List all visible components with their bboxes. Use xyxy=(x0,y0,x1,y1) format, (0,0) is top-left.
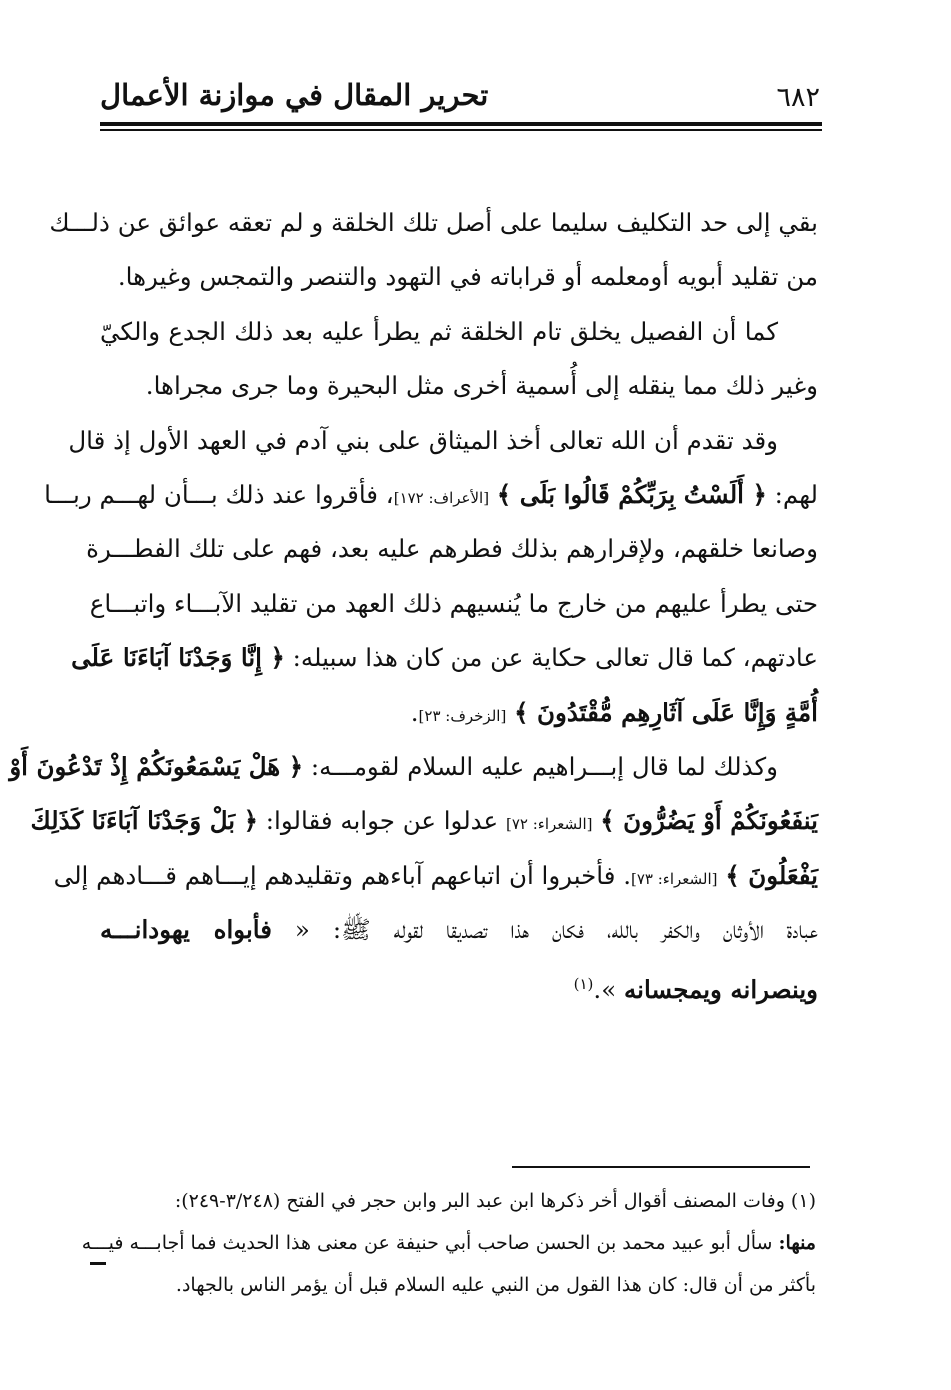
header-rule-thin xyxy=(100,129,822,131)
footnote-marker[interactable]: (١) xyxy=(573,975,594,994)
quran-verse: ﴿ بَلْ وَجَدْنَا آبَاءَنَا كَذَلِكَ xyxy=(30,806,258,836)
page-number: ٦٨٢ xyxy=(776,82,820,113)
quran-verse: ﴿ أَلَسْتُ بِرَبِّكُمْ قَالُوا بَلَى ﴾ xyxy=(496,479,767,509)
text-segment: عادتهم، كما قال تعالى حكاية عن من كان هذا سبيله: xyxy=(292,643,818,673)
quran-verse: يَفْعَلُونَ ﴾ xyxy=(725,860,818,890)
text-line: من تقليد أبويه أومعلمه أو قراباته في التهود والتنصر والتمجس وغيرها. xyxy=(117,262,818,292)
footnote-line xyxy=(81,1222,816,1264)
verse-reference: [الزخرف: ٢٣] xyxy=(418,706,507,725)
hadith-text: وينصرانه ويمجسانه xyxy=(623,975,818,1005)
text-segment: . xyxy=(410,697,419,727)
running-title: تحرير المقال في موازنة الأعمال xyxy=(100,78,489,112)
text-segment: عبادة الأوثان والكفر بالله، فكان هذا تصديقا لقوله ﷺ: « xyxy=(294,915,818,945)
page-header xyxy=(100,76,820,120)
text-segment: عدلوا عن جوابه فقالوا: xyxy=(265,806,499,836)
quran-verse: ﴿ إِنَّا وَجَدْنَا آبَاءَنَا عَلَى xyxy=(71,643,285,673)
text-line xyxy=(100,957,818,1011)
text-line xyxy=(53,849,818,903)
text-segment: ، فأقروا عند ذلك بـــأن لهـــم ربـــا xyxy=(44,479,394,509)
text-line xyxy=(100,686,818,740)
verse-reference: [الشعراء: ٧٣] xyxy=(631,869,718,888)
text-line xyxy=(100,903,818,957)
footnote-segment: سأل أبو عبيد محمد بن الحسن صاحب أبي حنيفة عن معنى هذا الحديث فما أجابـــه فيـــه xyxy=(81,1232,773,1254)
text-line xyxy=(9,740,818,794)
quran-verse: ﴿ هَلْ يَسْمَعُونَكُمْ إِذْ تَدْعُونَ أَوْ xyxy=(9,751,304,781)
footnote-separator xyxy=(512,1166,810,1168)
main-text xyxy=(9,196,818,1012)
text-line xyxy=(30,794,818,848)
footnote-line: (١) وفات المصنف أقوال أخر ذكرها ابن عبد البر وابن حجر في الفتح (٣/٢٤٨-٢٤٩): xyxy=(174,1190,816,1212)
text-segment: وكذلك لما قال إبـــراهيم عليه السلام لقومـــه: xyxy=(310,751,778,781)
header-rule-thick xyxy=(100,122,822,126)
text-line: كما أن الفصيل يخلق تام الخلقة ثم يطرأ عليه بعد ذلك الجدع والكيّ xyxy=(100,316,778,346)
continuation-dash xyxy=(90,1262,106,1265)
text-line: وصانعا خلقهم، ولإقرارهم بذلك فطرهم عليه بعد، فهم على تلك الفطـــرة xyxy=(86,534,818,564)
text-line: وقد تقدم أن الله تعالى أخذ الميثاق على بني آدم في العهد الأول إذ قال xyxy=(68,425,778,455)
text-segment: . فأخبروا أن اتباعهم آباءهم وتقليدهم إيـــاهم قـــادهم إلى xyxy=(53,860,631,890)
verse-reference: [الشعراء: ٧٢] xyxy=(505,815,593,834)
text-segment: ». xyxy=(593,975,617,1005)
verse-reference: [الأعراف: ١٧٢] xyxy=(393,488,490,507)
quran-verse: يَنفَعُونَكُمْ أَوْ يَضُرُّونَ ﴾ xyxy=(600,806,818,836)
footnotes xyxy=(81,1180,816,1306)
quran-verse: أُمَّةٍ وَإِنَّا عَلَى آثَارِهِم مُّقْتَدُونَ ﴾ xyxy=(514,697,818,727)
text-line xyxy=(71,631,818,685)
text-segment: لهم: xyxy=(774,479,818,509)
footnote-label: منها: xyxy=(778,1232,816,1254)
text-line: وغير ذلك مما ينقله إلى أُسمية أخرى مثل البحيرة وما جرى مجراها. xyxy=(145,371,818,401)
footnote-line: بأكثر من أن قال: كان هذا القول من النبي عليه السلام قبل أن يؤمر الناس بالجهاد. xyxy=(175,1274,816,1296)
text-line xyxy=(44,468,818,522)
text-line: بقي إلى حد التكليف سليما على أصل تلك الخلقة و لم تعقه عوائق عن ذلـــك xyxy=(49,208,818,237)
text-line: حتى يطرأ عليهم من خارج ما يُنسيهم ذلك العهد من تقليد الآبـــاء واتبـــاع xyxy=(89,588,818,618)
hadith-text: فأبواه يهودانـــه xyxy=(100,915,272,945)
